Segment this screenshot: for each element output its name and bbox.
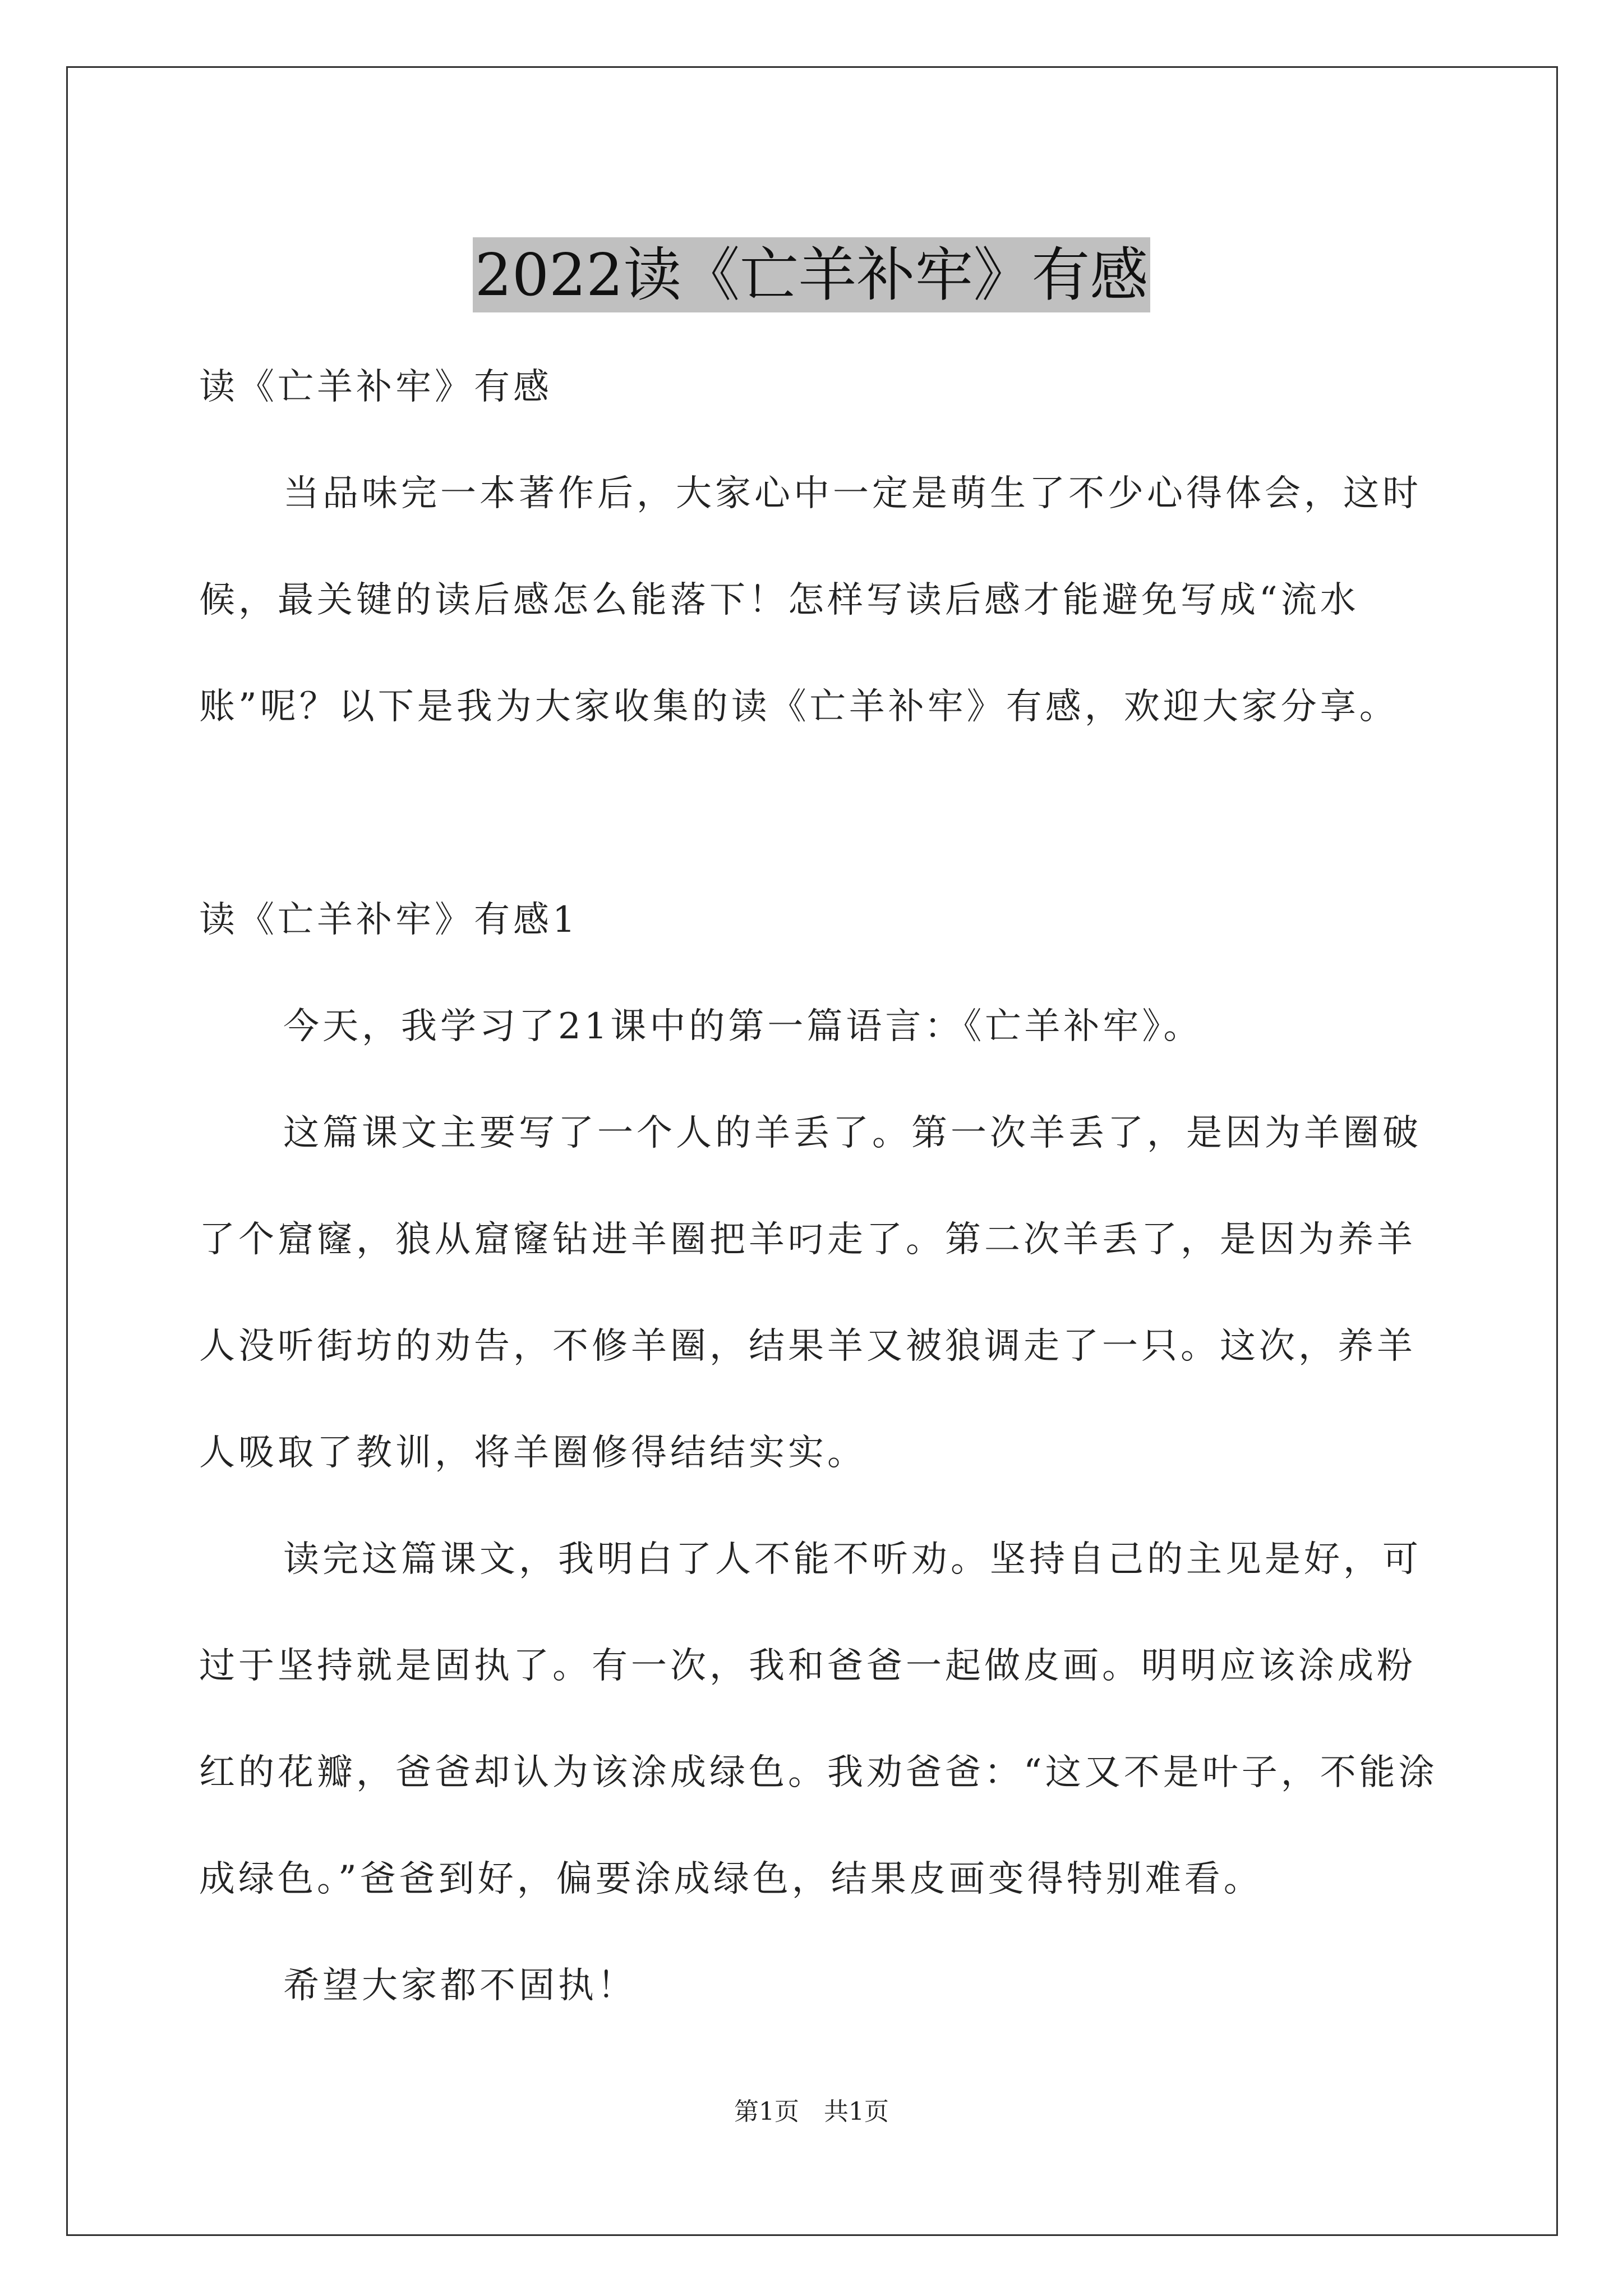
paragraph-3: 读完这篇课文，我明白了人不能不听劝。坚持自己的主见是好，可过于坚持就是固执了。有一次，我和爸爸一起做皮画。明明应该涂成粉红的花瓣，爸爸却认为该涂成绿色。我劝爸爸：“这又不是叶子，不能涂成绿色。”爸爸到好，偏要涂成绿色，结果皮画变得特别难看。 xyxy=(199,1539,1438,1900)
paragraph-4: 希望大家都不固执！ xyxy=(283,1965,637,2007)
document-title xyxy=(0,233,1623,317)
paragraph-1: 今天，我学习了21课中的第一篇语言：《亡羊补牢》。 xyxy=(283,1006,1203,1047)
section-heading: 读《亡羊补牢》有感1 xyxy=(199,899,579,941)
paragraph-2: 这篇课文主要写了一个人的羊丢了。第一次羊丢了，是因为羊圈破了个窟窿，狼从窟窿钻进羊圈把羊叼走了。第二次羊丢了，是因为养羊人没听街坊的劝告，不修羊圈，结果羊又被狼调走了一只。这次，养羊人吸取了教训，将羊圈修得结结实实。 xyxy=(199,1112,1422,1474)
page-footer: 第1页 共1页 xyxy=(734,2097,889,2126)
intro-paragraph: 当品味完一本著作后，大家心中一定是萌生了不少心得体会，这时候，最关键的读后感怎么能落下！怎样写读后感才能避免写成“流水账”呢？以下是我为大家收集的读《亡羊补牢》有感，欢迎大家分享。 xyxy=(199,473,1422,728)
document-title-text: 2022读《亡羊补牢》有感 xyxy=(473,237,1151,312)
subtitle: 读《亡羊补牢》有感 xyxy=(199,366,552,408)
